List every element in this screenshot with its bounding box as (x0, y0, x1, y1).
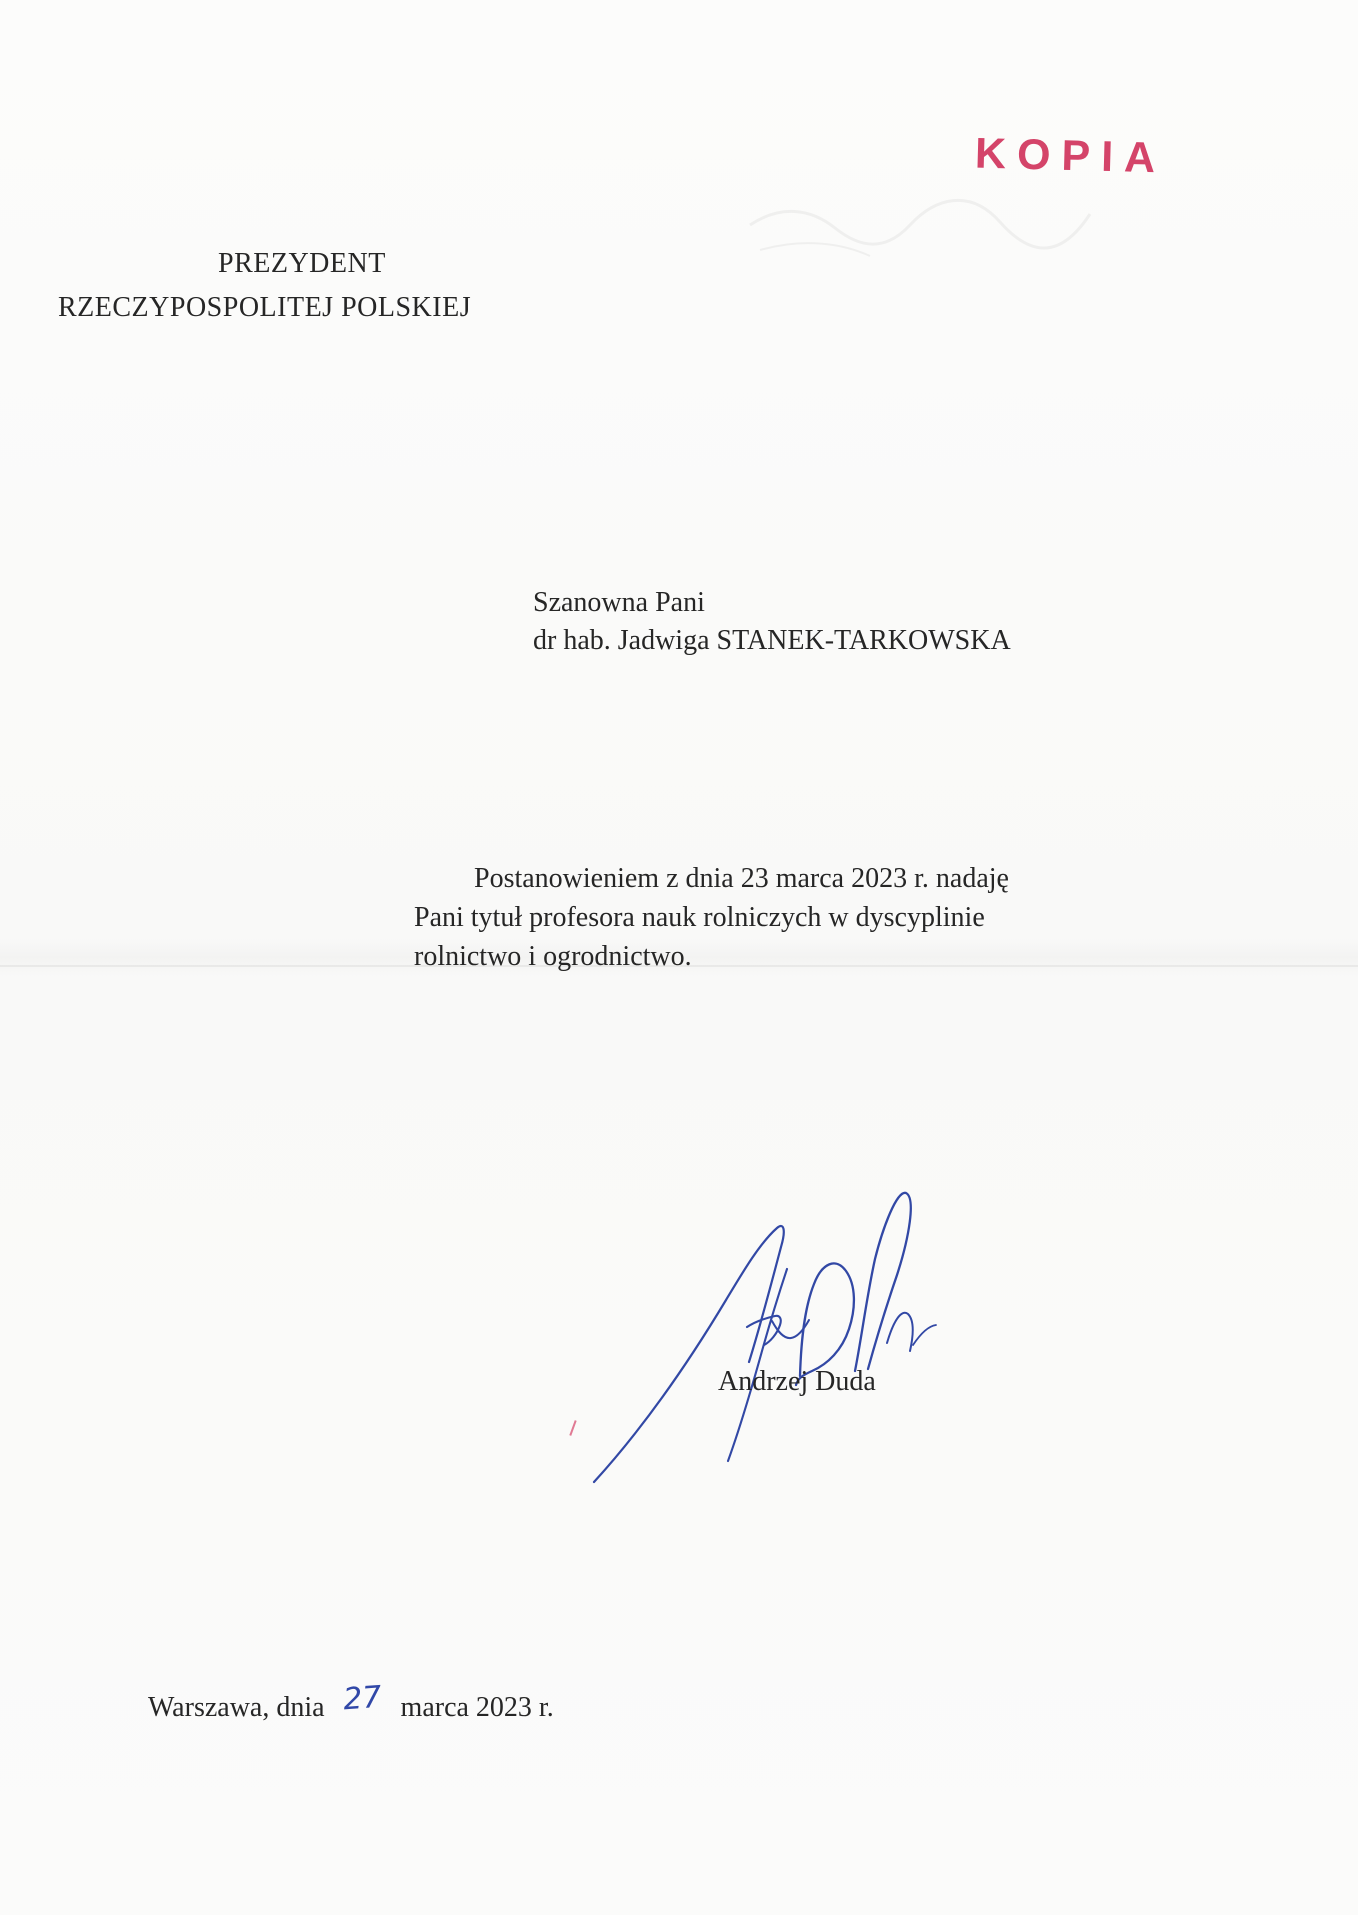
body-line-3: rolnictwo i ogrodnictwo. (414, 941, 692, 972)
header-title-line1: PREZYDENT (218, 248, 386, 279)
faint-bleed-through-marks (740, 170, 1100, 290)
body-line-2: Pani tytuł profesora nauk rolniczych w dyscyplinie (414, 902, 985, 933)
date-line (148, 1679, 554, 1724)
body-line-1: Postanowieniem z dnia 23 marca 2023 r. nadaję (474, 863, 1009, 894)
signatory-name: Andrzej Duda (718, 1366, 876, 1397)
handwritten-day: 27 (341, 1679, 383, 1718)
handwritten-signature (576, 1175, 976, 1495)
copy-stamp: KOPIA (974, 129, 1167, 183)
addressee-salutation: Szanowna Pani (533, 587, 705, 618)
ink-speck (569, 1420, 576, 1436)
header-title-line2: RZECZYPOSPOLITEJ POLSKIEJ (58, 292, 472, 323)
letter-body (414, 859, 1134, 976)
addressee-name: dr hab. Jadwiga STANEK-TARKOWSKA (533, 625, 1011, 656)
addressee-block (533, 584, 1011, 660)
date-suffix: marca 2023 r. (400, 1692, 554, 1723)
date-prefix: Warszawa, dnia (148, 1692, 325, 1723)
